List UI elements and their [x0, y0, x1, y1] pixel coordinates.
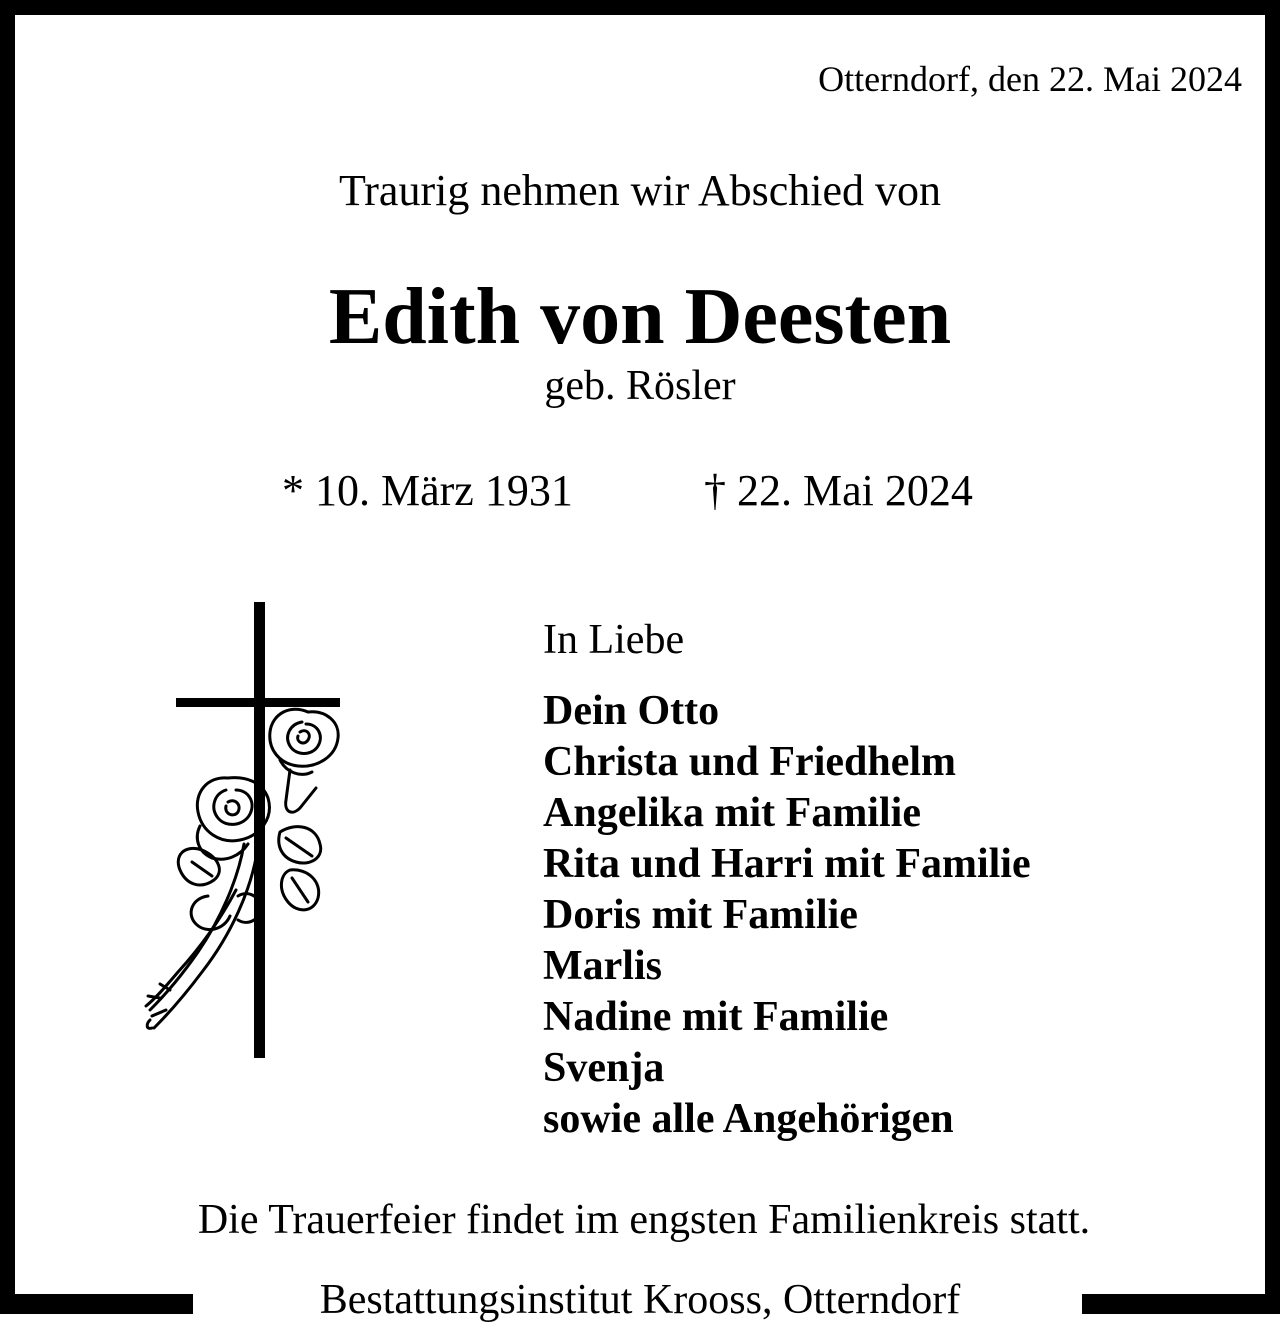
birth-date: * 10. März 1931	[282, 466, 573, 515]
cross-with-roses-icon	[140, 600, 360, 1060]
mourner-item: Marlis	[543, 943, 662, 989]
frame-border-top	[0, 0, 1280, 15]
deceased-name: Edith von Deesten	[328, 273, 952, 361]
death-date: † 22. Mai 2024	[704, 466, 973, 515]
intro-line: Traurig nehmen wir Abschied von	[338, 166, 942, 215]
undertaker-line: Bestattungsinstitut Krooss, Otterndorf	[319, 1277, 961, 1323]
mourners-list	[543, 686, 1031, 1145]
mourner-item: Christa und Friedhelm	[543, 739, 957, 785]
mourner-item: sowie alle Angehörigen	[543, 1096, 954, 1142]
maiden-name: geb. Rösler	[544, 363, 736, 409]
place-date: Otterndorf, den 22. Mai 2024	[818, 59, 1242, 99]
mourner-item: Rita und Harri mit Familie	[543, 841, 1031, 887]
in-love-line: In Liebe	[543, 617, 685, 663]
mourner-item: Dein Otto	[543, 688, 720, 734]
mourner-item: Nadine mit Familie	[543, 994, 889, 1040]
mourner-item: Svenja	[543, 1045, 665, 1091]
ceremony-note: Die Trauerfeier findet im engsten Familienkreis statt.	[197, 1197, 1091, 1243]
mourner-item: Doris mit Familie	[543, 892, 858, 938]
mourner-item: Angelika mit Familie	[543, 790, 921, 836]
